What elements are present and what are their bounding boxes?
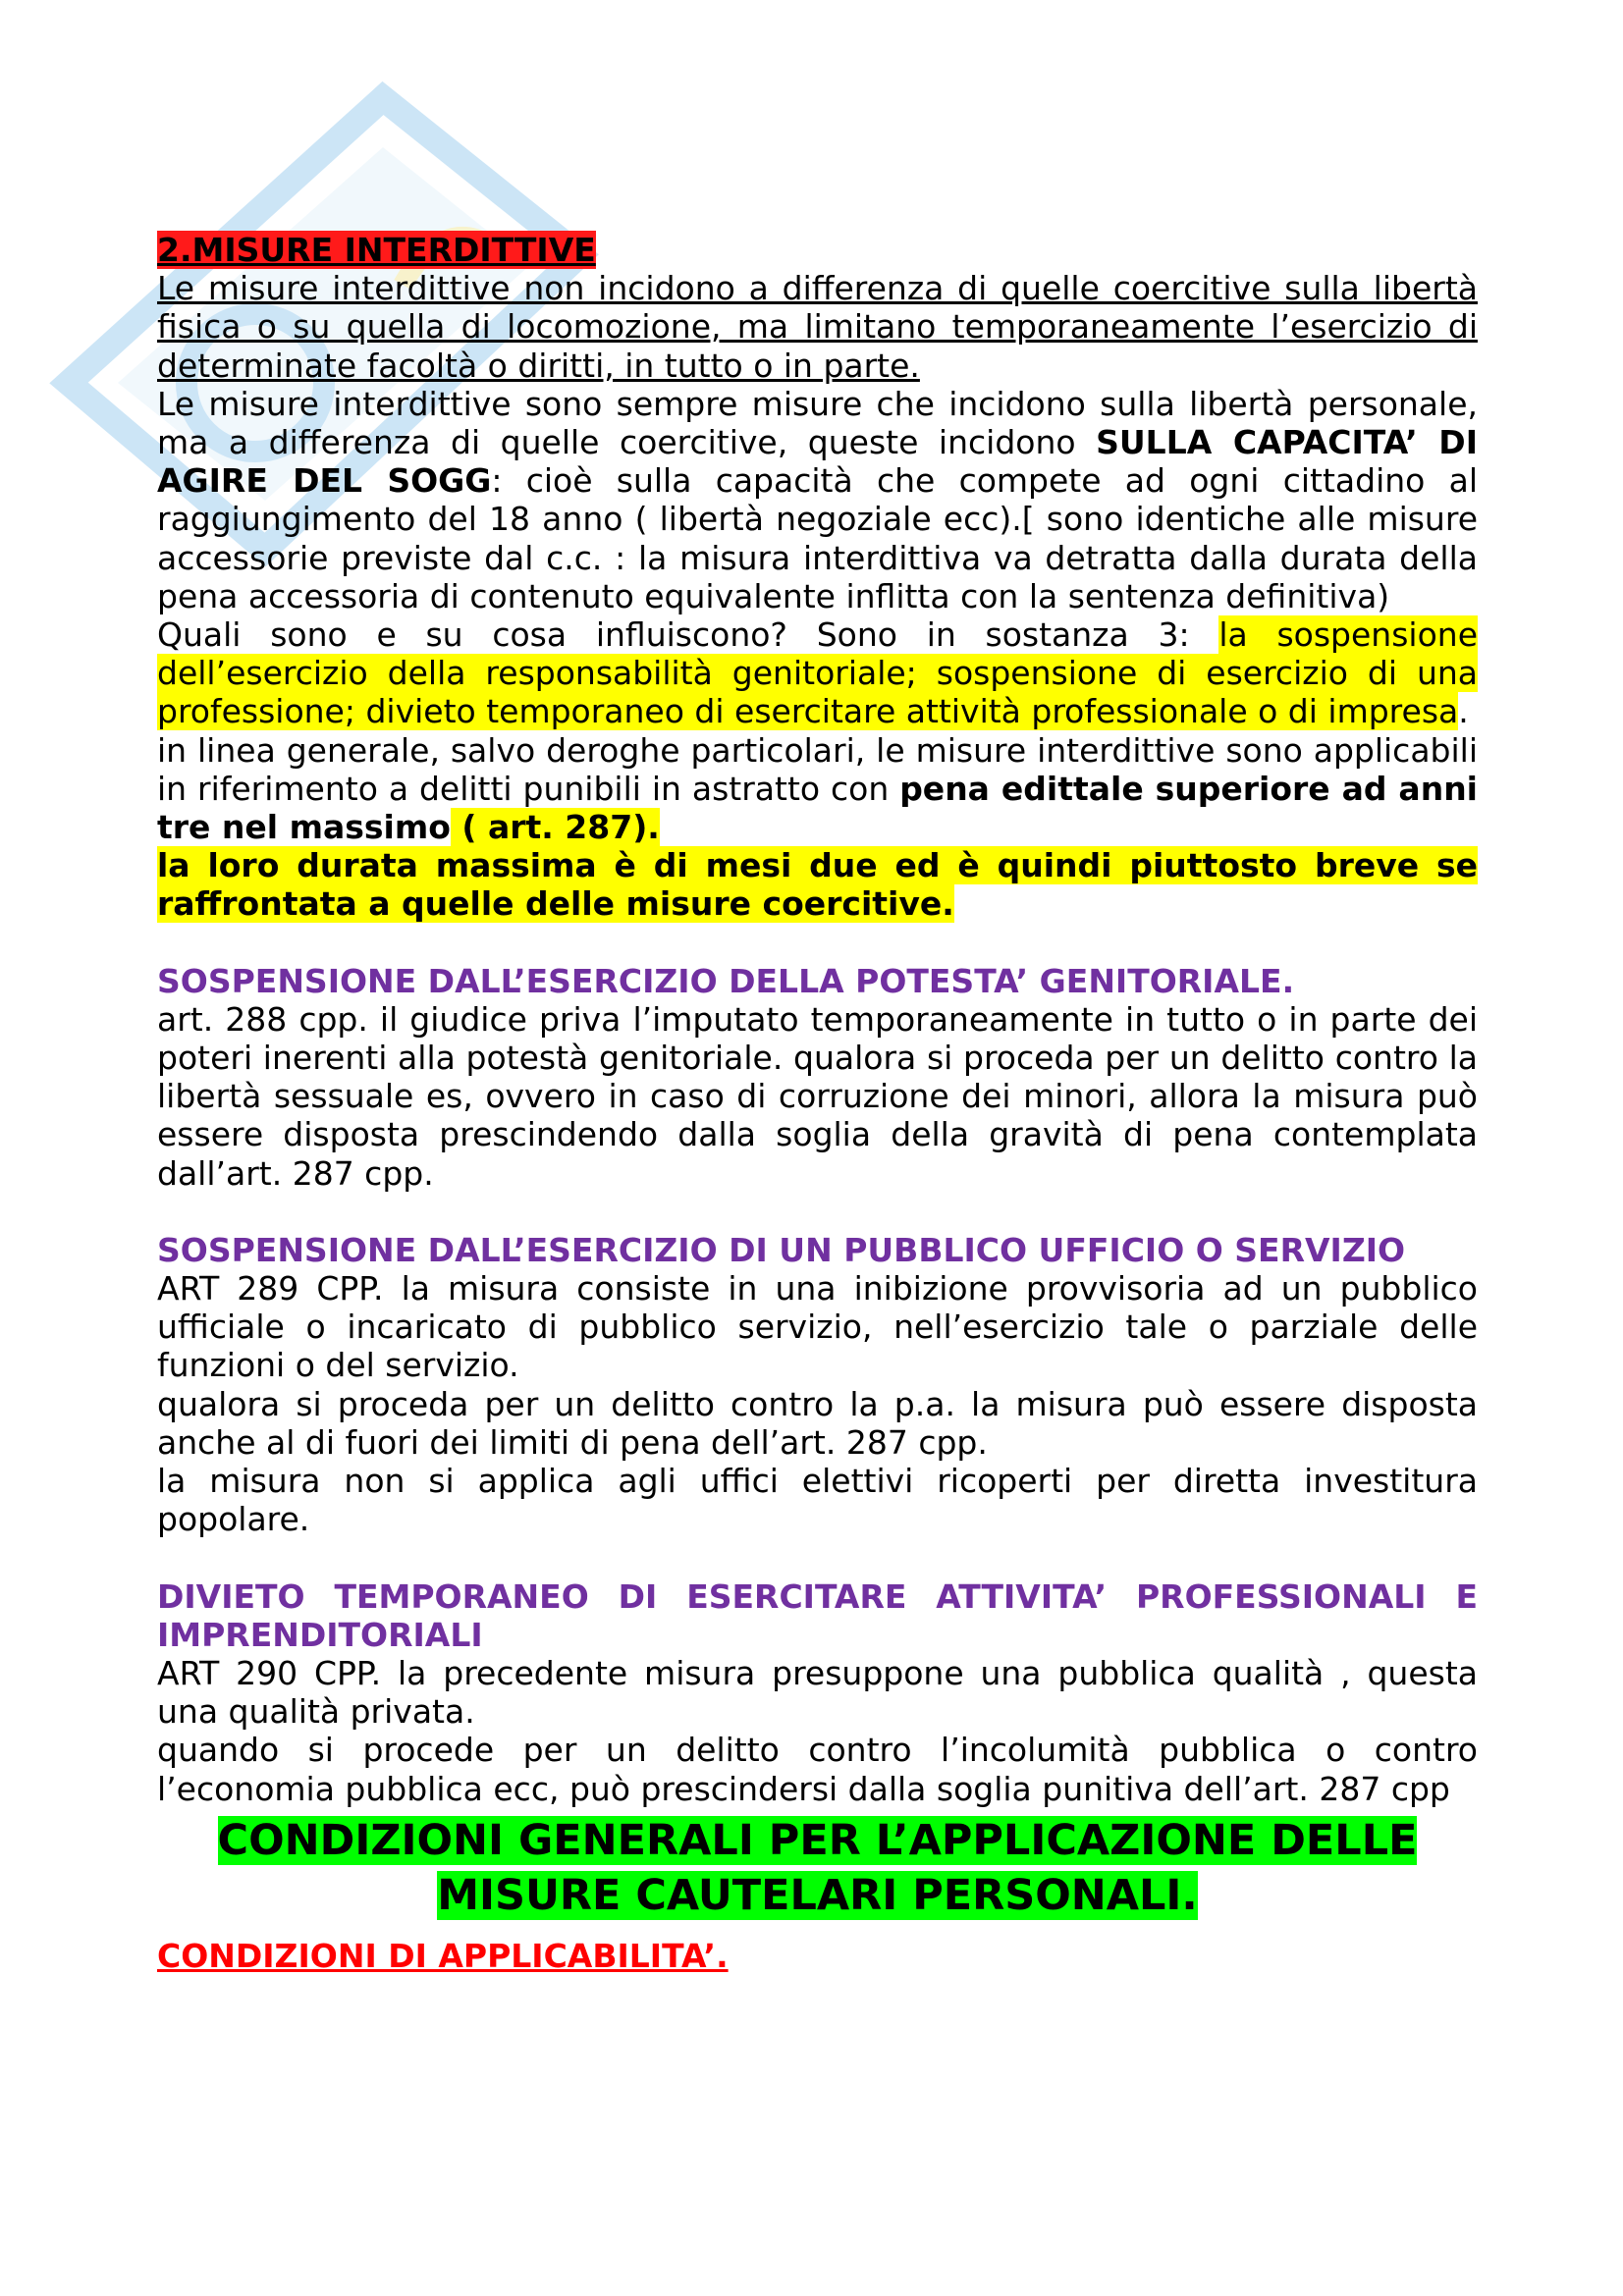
section-heading-divieto: DIVIETO TEMPORANEO DI ESERCITARE ATTIVITA’ PROFESSIONALI E IMPRENDITORIALI xyxy=(157,1576,1478,1654)
types-paragraph: Quali sono e su cosa influiscono? Sono in sostanza 3: la sospensione dell’esercizio della responsabilità genitoriale; sospensione di esercizio di una professione; divieto temporaneo di esercitare attività professionale o di impresa. xyxy=(157,615,1478,731)
section-heading-potesta: SOSPENSIONE DALL’ESERCIZIO DELLA POTESTA’ GENITORIALE. xyxy=(157,961,1295,1000)
document-body xyxy=(157,231,1478,1975)
section-text-ufficio-1: ART 289 CPP. la misura consiste in una inibizione provvisoria ad un pubblico ufficiale o incaricato di pubblico servizio, nell’esercizio tale o parziale delle funzioni o del servizio. xyxy=(157,1269,1478,1385)
section-text-divieto-2: quando si procede per un delitto contro l’incolumità pubblica o contro l’economia pubblica ecc, può prescindersi dalla soglia punitiva dell’art. 287 cpp xyxy=(157,1731,1478,1808)
applicability-paragraph: in linea generale, salvo deroghe particolari, le misure interdittive sono applicabili in riferimento a delitti punibili in astratto con pena edittale superiore ad anni tre nel massimo ( art. 287). xyxy=(157,730,1478,847)
section-text-potesta: art. 288 cpp. il giudice priva l’imputato temporaneamente in tutto o in parte dei poteri inerenti alla potestà genitoriale. qualora si proceda per un delitto contro la libertà sessuale es, ovvero in caso di corruzione dei minori, allora la misura può essere disposta prescindendo dalla soglia della gravità di pena contemplata dall’art. 287 cpp. xyxy=(157,999,1478,1193)
capacity-paragraph: Le misure interdittive sono sempre misure che incidono sulla libertà personale, ma a differenza di quelle coercitive, queste incidono SULLA CAPACITA’ DI AGIRE DEL SOGG: cioè sulla capacità che compete ad ogni cittadino al raggiungimento del 18 anno ( libertà negoziale ecc).[ sono identiche alle misure accessorie previste dal c.c. : la misura interdittiva va detratta dalla durata della pena accessoria di contenuto equivalente inflitta con la sentenza definitiva) xyxy=(157,384,1478,615)
main-heading: CONDIZIONI GENERALI PER L’APPLICAZIONE DELLE MISURE CAUTELARI PERSONALI. xyxy=(217,1815,1418,1920)
section-text-ufficio-2: qualora si proceda per un delitto contro la p.a. la misura può essere disposta anche al di fuori dei limiti di pena dell’art. 287 cpp. xyxy=(157,1384,1478,1462)
section-title: 2.MISURE INTERDITTIVE xyxy=(157,231,596,269)
intro-paragraph: Le misure interdittive non incidono a differenza di quelle coercitive sulla libertà fisica o su quella di locomozione, ma limitano temporaneamente l’esercizio di determinate facoltà o diritti, in tutto o in parte. xyxy=(157,269,1478,385)
section-text-ufficio-3: la misura non si applica agli uffici elettivi ricoperti per diretta investitura popolare. xyxy=(157,1462,1478,1539)
duration-paragraph: la loro durata massima è di mesi due ed è quindi piuttosto breve se raffrontata a quelle delle misure coercitive. xyxy=(157,846,1478,924)
section-heading-ufficio: SOSPENSIONE DALL’ESERCIZIO DI UN PUBBLICO UFFICIO O SERVIZIO xyxy=(157,1230,1406,1269)
section-text-divieto-1: ART 290 CPP. la precedente misura presuppone una pubblica qualità , questa una qualità privata. xyxy=(157,1653,1478,1732)
sub-heading: CONDIZIONI DI APPLICABILITA’. xyxy=(157,1936,729,1975)
